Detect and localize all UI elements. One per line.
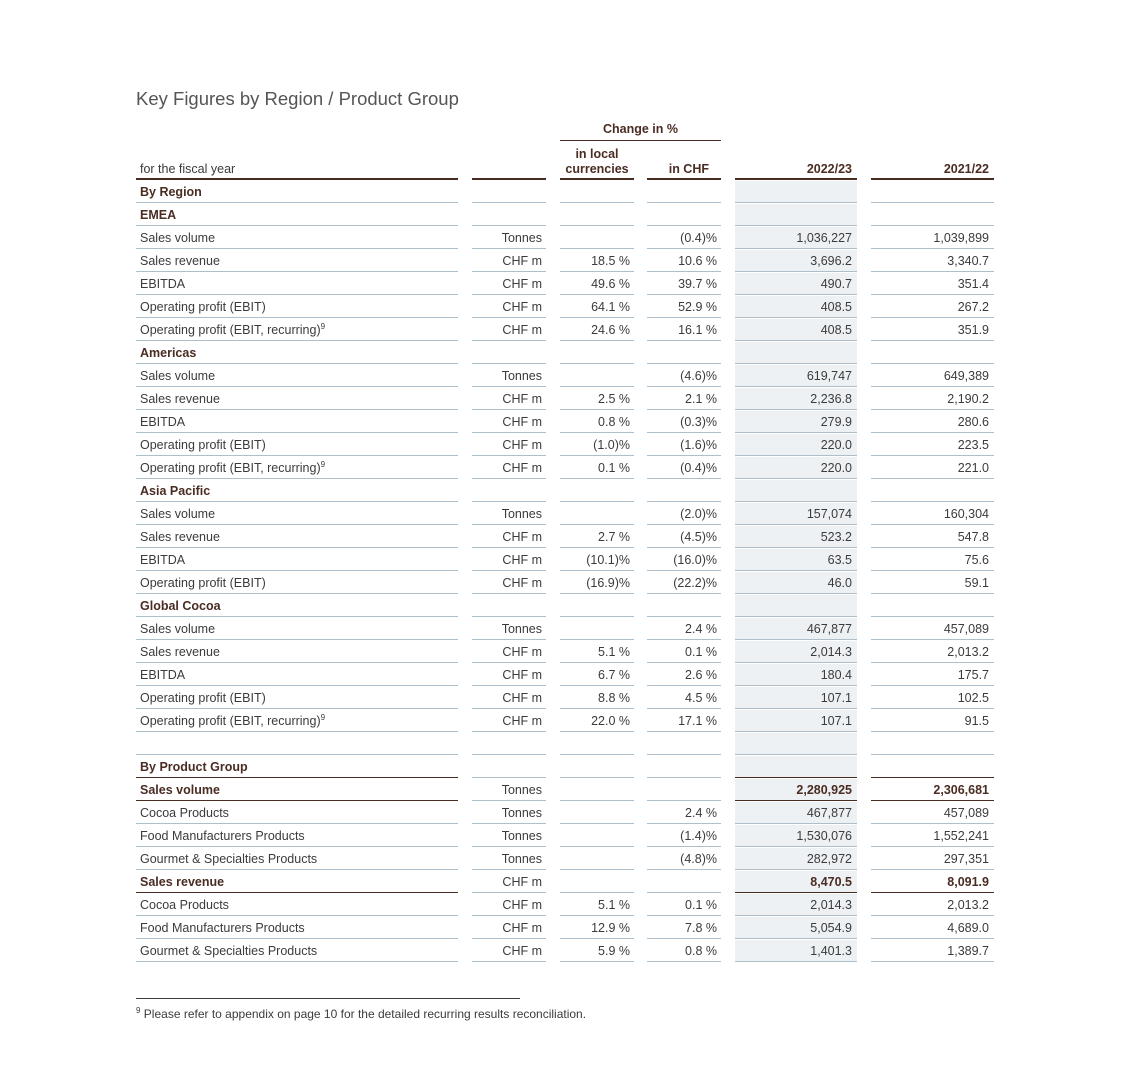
local-currency-change-cell: 8.8 % — [560, 687, 634, 709]
row-label — [136, 319, 458, 341]
section-heading-row — [136, 480, 994, 503]
row-label-text: Food Manufacturers Products — [140, 921, 305, 935]
section-heading-row — [136, 181, 994, 204]
row-label-text: By Product Group — [140, 760, 248, 774]
footnote-marker: 9 — [136, 1006, 141, 1015]
unit-cell: CHF m — [472, 710, 546, 732]
local-currency-change-cell: 0.8 % — [560, 411, 634, 433]
row-label-text: Cocoa Products — [140, 806, 229, 820]
prior-year-value-cell — [871, 181, 994, 203]
prior-year-value-cell: 2,013.2 — [871, 894, 994, 916]
row-label — [136, 365, 458, 387]
table-row — [136, 710, 994, 733]
unit-cell — [472, 181, 546, 203]
chf-change-cell: (4.5)% — [647, 526, 721, 548]
unit-cell: CHF m — [472, 917, 546, 939]
unit-cell — [472, 756, 546, 778]
current-year-value-cell: 1,530,076 — [735, 825, 857, 847]
unit-cell: CHF m — [472, 641, 546, 663]
row-label — [136, 733, 458, 755]
table-row — [136, 411, 994, 434]
local-currency-change-cell: 64.1 % — [560, 296, 634, 318]
chf-change-cell — [647, 871, 721, 893]
unit-cell: CHF m — [472, 319, 546, 341]
local-currency-change-cell — [560, 802, 634, 824]
table-row — [136, 296, 994, 319]
local-currency-change-cell: 6.7 % — [560, 664, 634, 686]
current-year-value-cell — [735, 480, 857, 502]
prior-year-value-cell: 351.4 — [871, 273, 994, 295]
chf-change-cell: 0.8 % — [647, 940, 721, 962]
unit-cell: Tonnes — [472, 779, 546, 801]
current-year-value-cell: 220.0 — [735, 434, 857, 456]
section-heading-row — [136, 204, 994, 227]
unit-cell: CHF m — [472, 894, 546, 916]
row-label-text: Sales revenue — [140, 392, 220, 406]
unit-cell: Tonnes — [472, 618, 546, 640]
row-label — [136, 549, 458, 571]
section-heading-row — [136, 342, 994, 365]
prior-year-value-cell: 3,340.7 — [871, 250, 994, 272]
table-row — [136, 848, 994, 871]
row-label — [136, 802, 458, 824]
current-year-value-cell: 107.1 — [735, 710, 857, 732]
current-year-value-cell: 5,054.9 — [735, 917, 857, 939]
local-currency-change-cell: 12.9 % — [560, 917, 634, 939]
unit-cell: CHF m — [472, 940, 546, 962]
current-year-value-cell: 467,877 — [735, 802, 857, 824]
footnote — [136, 1007, 586, 1021]
current-year-value-cell: 46.0 — [735, 572, 857, 594]
table-row — [136, 503, 994, 526]
current-year-value-cell: 619,747 — [735, 365, 857, 387]
row-label-text: Sales revenue — [140, 645, 220, 659]
unit-cell: CHF m — [472, 526, 546, 548]
row-label — [136, 296, 458, 318]
row-label — [136, 917, 458, 939]
table-row — [136, 434, 994, 457]
prior-year-value-cell: 297,351 — [871, 848, 994, 870]
chf-change-cell — [647, 480, 721, 502]
current-year-value-cell: 63.5 — [735, 549, 857, 571]
unit-cell — [472, 595, 546, 617]
footnote-reference: 9 — [320, 459, 326, 469]
table-row — [136, 549, 994, 572]
chf-change-cell: 2.6 % — [647, 664, 721, 686]
row-label-text: Gourmet & Specialties Products — [140, 944, 318, 958]
current-year-value-cell: 523.2 — [735, 526, 857, 548]
row-label-text: Operating profit (EBIT) — [140, 691, 266, 705]
table-row — [136, 802, 994, 825]
local-currency-change-cell: 49.6 % — [560, 273, 634, 295]
current-year-value-cell — [735, 342, 857, 364]
table-row — [136, 227, 994, 250]
unit-cell — [472, 204, 546, 226]
chf-change-cell: 16.1 % — [647, 319, 721, 341]
row-label — [136, 457, 458, 479]
local-currency-change-cell: (16.9)% — [560, 572, 634, 594]
row-label — [136, 641, 458, 663]
row-label — [136, 825, 458, 847]
unit-cell: Tonnes — [472, 802, 546, 824]
row-label-text: Americas — [140, 346, 197, 360]
current-year-value-cell: 3,696.2 — [735, 250, 857, 272]
unit-header — [472, 141, 546, 180]
row-label — [136, 595, 458, 617]
chf-change-cell: 17.1 % — [647, 710, 721, 732]
unit-cell: CHF m — [472, 871, 546, 893]
fiscal-year-header: for the fiscal year — [136, 141, 458, 180]
local-currency-change-cell — [560, 342, 634, 364]
local-currency-change-cell: 5.1 % — [560, 894, 634, 916]
row-label — [136, 388, 458, 410]
row-label — [136, 204, 458, 226]
prior-year-value-cell: 160,304 — [871, 503, 994, 525]
local-currency-change-cell: 2.7 % — [560, 526, 634, 548]
table-body — [136, 181, 994, 963]
row-label-text: EBITDA — [140, 415, 186, 429]
table-row — [136, 917, 994, 940]
unit-cell: CHF m — [472, 434, 546, 456]
unit-cell: CHF m — [472, 388, 546, 410]
row-label-text: EBITDA — [140, 277, 186, 291]
current-year-value-cell — [735, 204, 857, 226]
prior-year-value-cell: 1,039,899 — [871, 227, 994, 249]
row-label — [136, 342, 458, 364]
row-label — [136, 848, 458, 870]
chf-change-cell: 7.8 % — [647, 917, 721, 939]
section-heading-row — [136, 595, 994, 618]
row-label — [136, 756, 458, 778]
row-label — [136, 779, 458, 801]
prior-year-header: 2021/22 — [871, 141, 994, 180]
chf-change-cell: 2.4 % — [647, 802, 721, 824]
prior-year-value-cell — [871, 756, 994, 778]
local-currency-change-cell — [560, 204, 634, 226]
current-year-value-cell: 1,036,227 — [735, 227, 857, 249]
table-row — [136, 250, 994, 273]
local-currency-change-cell — [560, 618, 634, 640]
chf-change-cell: (16.0)% — [647, 549, 721, 571]
chf-change-cell: (0.3)% — [647, 411, 721, 433]
current-year-value-cell: 2,014.3 — [735, 894, 857, 916]
local-currency-change-cell: (1.0)% — [560, 434, 634, 456]
chf-change-cell: 10.6 % — [647, 250, 721, 272]
current-year-value-cell — [735, 181, 857, 203]
row-label — [136, 664, 458, 686]
row-label — [136, 250, 458, 272]
row-label-text: Operating profit (EBIT, recurring) — [140, 714, 321, 728]
current-year-value-cell: 157,074 — [735, 503, 857, 525]
prior-year-value-cell — [871, 733, 994, 755]
chf-change-cell: (4.6)% — [647, 365, 721, 387]
local-currency-change-cell: 5.9 % — [560, 940, 634, 962]
unit-cell: CHF m — [472, 273, 546, 295]
section-heading-row — [136, 756, 994, 779]
row-label-text: Sales volume — [140, 783, 220, 797]
current-year-value-cell: 408.5 — [735, 296, 857, 318]
row-label-text: Operating profit (EBIT, recurring) — [140, 461, 321, 475]
prior-year-value-cell: 547.8 — [871, 526, 994, 548]
chf-change-cell: (1.6)% — [647, 434, 721, 456]
row-label — [136, 434, 458, 456]
table-row — [136, 871, 994, 894]
table-header-row — [136, 141, 994, 181]
row-label-text: Operating profit (EBIT) — [140, 576, 266, 590]
current-year-value-cell: 1,401.3 — [735, 940, 857, 962]
row-label — [136, 480, 458, 502]
key-figures-table — [136, 116, 994, 963]
table-row — [136, 687, 994, 710]
footnote-reference: 9 — [320, 712, 326, 722]
local-currency-change-cell — [560, 848, 634, 870]
local-currencies-header — [560, 141, 634, 180]
current-year-value-cell: 490.7 — [735, 273, 857, 295]
row-label — [136, 871, 458, 893]
chf-change-cell — [647, 342, 721, 364]
unit-cell: CHF m — [472, 549, 546, 571]
local-currency-change-cell — [560, 503, 634, 525]
local-currency-change-cell — [560, 756, 634, 778]
chf-change-cell: 0.1 % — [647, 894, 721, 916]
local-currencies-header-line2: currencies — [565, 162, 629, 176]
local-currency-change-cell: 22.0 % — [560, 710, 634, 732]
unit-cell: CHF m — [472, 664, 546, 686]
local-currencies-header-line1: in local — [575, 147, 619, 161]
prior-year-value-cell — [871, 480, 994, 502]
row-label-text: Food Manufacturers Products — [140, 829, 305, 843]
table-row — [136, 388, 994, 411]
chf-change-cell: 4.5 % — [647, 687, 721, 709]
row-label-text: EBITDA — [140, 668, 186, 682]
row-label — [136, 227, 458, 249]
current-year-value-cell: 2,014.3 — [735, 641, 857, 663]
prior-year-value-cell: 457,089 — [871, 802, 994, 824]
row-label-text: By Region — [140, 185, 202, 199]
table-row — [136, 779, 994, 802]
row-label — [136, 940, 458, 962]
table-header-group-row — [136, 116, 994, 141]
row-label — [136, 687, 458, 709]
unit-cell: CHF m — [472, 687, 546, 709]
local-currency-change-cell: 0.1 % — [560, 457, 634, 479]
row-label-text: Sales volume — [140, 369, 216, 383]
row-label-text: Global Cocoa — [140, 599, 221, 613]
prior-year-value-cell: 280.6 — [871, 411, 994, 433]
local-currency-change-cell — [560, 365, 634, 387]
chf-change-cell: 0.1 % — [647, 641, 721, 663]
row-label — [136, 526, 458, 548]
prior-year-value-cell: 2,013.2 — [871, 641, 994, 663]
row-label-text: Sales volume — [140, 507, 216, 521]
prior-year-value-cell — [871, 342, 994, 364]
current-year-value-cell — [735, 733, 857, 755]
prior-year-value-cell: 91.5 — [871, 710, 994, 732]
chf-change-cell: 2.1 % — [647, 388, 721, 410]
chf-change-cell — [647, 779, 721, 801]
current-year-value-cell: 2,236.8 — [735, 388, 857, 410]
current-year-value-cell: 2,280,925 — [735, 779, 857, 801]
chf-change-cell: (0.4)% — [647, 457, 721, 479]
row-label-text: Sales volume — [140, 231, 216, 245]
row-label-text: Gourmet & Specialties Products — [140, 852, 318, 866]
table-row — [136, 641, 994, 664]
prior-year-value-cell: 2,306,681 — [871, 779, 994, 801]
prior-year-value-cell: 2,190.2 — [871, 388, 994, 410]
local-currency-change-cell: 24.6 % — [560, 319, 634, 341]
row-label — [136, 181, 458, 203]
table-row — [136, 319, 994, 342]
row-label — [136, 618, 458, 640]
row-label — [136, 572, 458, 594]
local-currency-change-cell — [560, 825, 634, 847]
chf-change-cell: 39.7 % — [647, 273, 721, 295]
prior-year-value-cell: 221.0 — [871, 457, 994, 479]
table-row — [136, 365, 994, 388]
current-year-value-cell: 8,470.5 — [735, 871, 857, 893]
row-label-text: Operating profit (EBIT) — [140, 438, 266, 452]
current-year-value-cell: 408.5 — [735, 319, 857, 341]
table-row — [136, 664, 994, 687]
prior-year-value-cell: 351.9 — [871, 319, 994, 341]
unit-cell — [472, 480, 546, 502]
unit-cell: CHF m — [472, 572, 546, 594]
prior-year-value-cell: 4,689.0 — [871, 917, 994, 939]
chf-change-cell — [647, 756, 721, 778]
change-in-percent-header: Change in % — [560, 122, 721, 141]
chf-change-cell: 2.4 % — [647, 618, 721, 640]
unit-cell: Tonnes — [472, 227, 546, 249]
table-row — [136, 273, 994, 296]
unit-cell: CHF m — [472, 250, 546, 272]
local-currency-change-cell: 18.5 % — [560, 250, 634, 272]
row-label-text: Operating profit (EBIT) — [140, 300, 266, 314]
prior-year-value-cell: 102.5 — [871, 687, 994, 709]
chf-change-cell — [647, 595, 721, 617]
chf-change-cell: (0.4)% — [647, 227, 721, 249]
local-currency-change-cell — [560, 227, 634, 249]
prior-year-value-cell: 8,091.9 — [871, 871, 994, 893]
current-year-value-cell: 220.0 — [735, 457, 857, 479]
chf-change-header: in CHF — [647, 141, 721, 180]
prior-year-value-cell: 1,389.7 — [871, 940, 994, 962]
prior-year-value-cell: 223.5 — [871, 434, 994, 456]
local-currency-change-cell: 5.1 % — [560, 641, 634, 663]
local-currency-change-cell — [560, 595, 634, 617]
row-label-text: Asia Pacific — [140, 484, 211, 498]
row-label-text: EMEA — [140, 208, 177, 222]
unit-cell: CHF m — [472, 411, 546, 433]
table-row — [136, 825, 994, 848]
row-label — [136, 273, 458, 295]
local-currency-change-cell — [560, 733, 634, 755]
prior-year-value-cell: 649,389 — [871, 365, 994, 387]
spacer-row — [136, 733, 994, 756]
chf-change-cell: (22.2)% — [647, 572, 721, 594]
footnote-reference: 9 — [320, 321, 326, 331]
table-row — [136, 894, 994, 917]
prior-year-value-cell: 59.1 — [871, 572, 994, 594]
unit-cell: Tonnes — [472, 365, 546, 387]
chf-change-cell: (4.8)% — [647, 848, 721, 870]
row-label-text: Sales volume — [140, 622, 216, 636]
prior-year-value-cell: 1,552,241 — [871, 825, 994, 847]
row-label — [136, 710, 458, 732]
local-currency-change-cell: 2.5 % — [560, 388, 634, 410]
local-currency-change-cell — [560, 871, 634, 893]
unit-cell: Tonnes — [472, 825, 546, 847]
chf-change-cell: (1.4)% — [647, 825, 721, 847]
local-currency-change-cell — [560, 779, 634, 801]
unit-cell: Tonnes — [472, 503, 546, 525]
local-currency-change-cell — [560, 480, 634, 502]
prior-year-value-cell: 75.6 — [871, 549, 994, 571]
prior-year-value-cell: 267.2 — [871, 296, 994, 318]
row-label — [136, 894, 458, 916]
current-year-value-cell: 107.1 — [735, 687, 857, 709]
table-row — [136, 457, 994, 480]
footnote-divider — [136, 998, 520, 999]
prior-year-value-cell: 175.7 — [871, 664, 994, 686]
row-label — [136, 411, 458, 433]
unit-cell — [472, 342, 546, 364]
current-year-header: 2022/23 — [735, 141, 857, 180]
row-label-text: Sales revenue — [140, 875, 225, 889]
table-row — [136, 940, 994, 963]
footnote-text: Please refer to appendix on page 10 for the detailed recurring results reconciliation. — [143, 1007, 587, 1021]
unit-cell: CHF m — [472, 457, 546, 479]
table-row — [136, 618, 994, 641]
local-currency-change-cell: (10.1)% — [560, 549, 634, 571]
prior-year-value-cell — [871, 595, 994, 617]
current-year-value-cell: 282,972 — [735, 848, 857, 870]
current-year-value-cell: 180.4 — [735, 664, 857, 686]
unit-cell — [472, 733, 546, 755]
chf-change-cell: 52.9 % — [647, 296, 721, 318]
current-year-value-cell: 467,877 — [735, 618, 857, 640]
row-label-text: Operating profit (EBIT, recurring) — [140, 323, 321, 337]
table-row — [136, 526, 994, 549]
row-label — [136, 503, 458, 525]
current-year-value-cell — [735, 756, 857, 778]
current-year-value-cell — [735, 595, 857, 617]
table-row — [136, 572, 994, 595]
row-label-text: EBITDA — [140, 553, 186, 567]
local-currency-change-cell — [560, 181, 634, 203]
prior-year-value-cell: 457,089 — [871, 618, 994, 640]
chf-change-cell — [647, 733, 721, 755]
unit-cell: CHF m — [472, 296, 546, 318]
prior-year-value-cell — [871, 204, 994, 226]
chf-change-cell: (2.0)% — [647, 503, 721, 525]
row-label-text: Sales revenue — [140, 530, 220, 544]
current-year-value-cell: 279.9 — [735, 411, 857, 433]
page-title: Key Figures by Region / Product Group — [136, 88, 459, 109]
row-label-text: Cocoa Products — [140, 898, 229, 912]
unit-cell: Tonnes — [472, 848, 546, 870]
chf-change-cell — [647, 181, 721, 203]
chf-change-cell — [647, 204, 721, 226]
row-label-text: Sales revenue — [140, 254, 220, 268]
